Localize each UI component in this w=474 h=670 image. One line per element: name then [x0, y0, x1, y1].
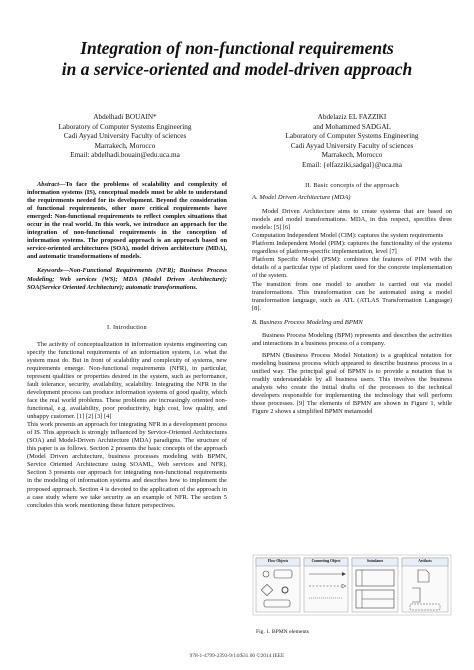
swimlanes-panel	[352, 558, 398, 612]
intro-paragraph-2: This work presents an approach for integrating NFR in a development process of IS. This approach is strongly influenced by Service-Oriented Architectures (SOA) and Model-Driven Architecture (MDA) paradigms. The structure of this paper is as follows. Section 2 presents the basic concepts of the approach (Model Driven architecture, business processes modeling with BPMN, Service Oriented Architecture using SOAML, Web services and NFR). Section 3 presents our approach for integrating non-functional requirements in the modeling of information systems and describes how to implement the proposed approach. Section 4 is devoted to the application of the approach in a case study where we take security as an example of NFR. The section 5 concludes this work mentioning these future perspectives.	[27, 421, 228, 509]
artifacts-panel	[402, 558, 448, 612]
flow-objects-panel	[256, 558, 300, 612]
author-affiliation: Laboratory of Computer Systems Engineering	[285, 132, 419, 141]
keywords	[27, 267, 227, 291]
right-column	[252, 182, 452, 416]
subsection-mda: A. Model Driven Architecture (MDA)	[252, 194, 351, 202]
fig-header-connecting-object: Connecting Object	[311, 559, 341, 563]
abstract-text: —To face the problems of scalability and complexity of information systems (IS), conceptual models must be able to understand the requirements needed for its development. Beyond the consideration of functional requirements, other more critical requirements have emerged: Non-functional requirements to reflect complex situations that occur in the real world. In this work, we introduce an approach for the integration of non-functional requirements in the conception of information systems. The proposed approach is an approach based on service-oriented architectures (SOA), model driven architecture (MDA), and automatic transformations of models.	[27, 181, 227, 261]
author-affiliation: Cadi Ayyad University Faculty of sciences	[63, 132, 187, 141]
title-line-2: in a service-oriented and model-driven approach	[61, 59, 413, 79]
subsection-bpmn: B. Business Process Modeling and BPMN	[252, 318, 363, 326]
abstract-label: Abstract	[37, 181, 60, 188]
section-heading-basic-concepts: II. Basic concepts of the approach	[305, 182, 399, 189]
abstract	[27, 181, 227, 261]
keywords-label: Keywords	[37, 267, 63, 275]
page-footer: 978-1-4799-2393-9/14/$31.00 ©2014 IEEE	[189, 653, 285, 659]
fig-header-artifacts: Artifacts	[418, 559, 432, 563]
keywords-text: —Non-Functional Requirements (NFR); Business Process Modeling; Web services (WS); MDA (Model Driven Architecture); SOA(Service Oriented Architecture); automatic transformations.	[27, 267, 227, 291]
author-left	[40, 113, 210, 161]
mda-transformation: The transition from one model to another is carried out via model transformations. This transformation can be automated using a model transformation language, such as ATL (ATLAS Transformation Language) [8].	[252, 280, 452, 312]
author-city: Marrakech, Morocco	[321, 151, 383, 160]
mda-pim: Platform Independent Model (PIM): captures the functionality of the systems regardless of platform-specific implementation, level [7]	[252, 240, 452, 256]
section-heading-intro: I. Introduction	[107, 323, 147, 331]
bpm-paragraph: Business Process Modeling (BPM) represents and describes the activities and interactions in a business process of a company.	[252, 331, 452, 347]
intro-paragraph-1: The activity of conceptualization in information systems engineering can specify the functional requirements of an information system, i.e. what the system must do. But in front of scalability and complexity of systems, new requirements emerge. Non-functional requirements (NFR), in particular, represent qualities or properties desired in the system, such as performance, fault tolerance, security, availability, scalability. Integrating the NFR in the development process can produce information systems of good quality, which face the real world problems. These problems are increasingly oriented non-functional, e.g. availability, poor productivity, high cost, low quality, and unhappy customer. [1] [2] [3] [4]	[27, 340, 227, 421]
bpmn-paragraph: BPMN (Business Process Model Notation) is a graphical notation for modeling business process which appeared to describe business process in a unified way. The principal goal of BPMN is to provide a notation that is readily understandable by all business users. This involves the business analysts who create the initial drafts of the processes to the technical developers responsible for implementing the technology that will perform those processes. [9] The elements of BPMN are shown in Figure 1, while Figure 2 shows a simplified BPMN metamodel	[252, 351, 452, 416]
mda-cim: Computation Independent Model (CIM): captures the system requirements	[252, 232, 444, 240]
fig-header-flow-objects: Flow Objects	[267, 559, 289, 563]
connecting-objects-panel	[304, 558, 348, 612]
author-name: Abdelhadi BOUAIN*	[93, 113, 157, 121]
author-email: Email: {elfazziki,sadgal}@uca.ma	[302, 160, 402, 169]
author-affiliation: Cadi Ayyad University Faculty of sciences	[290, 141, 414, 150]
author-name-2: and Mohammed SADGAL	[313, 122, 391, 131]
paper-title	[20, 38, 454, 80]
author-affiliation: Laboratory of Computer Systems Engineering	[58, 122, 192, 131]
mda-paragraph: Model Driven Architecture aims to create systems that are based on models and model transformations. MDA, in this respect, specifies three models: [5] [6]	[252, 208, 452, 232]
mda-psm: Platform Specific Model (PSM): combines the features of PIM with the details of a particular type of platform used for the concrete implementation of the system.	[252, 256, 452, 280]
author-email: Email: abdelhadi.bouain@edu.uca.ma	[70, 151, 180, 160]
figure-caption: Fig. 1. BPMN elements	[256, 629, 309, 635]
bpmn-elements-figure	[252, 554, 452, 616]
fig-header-swimlanes: Swimlanes	[366, 559, 384, 563]
author-city: Marrakech, Morocco	[94, 141, 156, 150]
title-line-1: Integration of non-functional requirements	[80, 38, 394, 58]
bpmn-figure-graphic	[252, 554, 452, 616]
left-column	[27, 181, 227, 510]
author-right	[262, 113, 442, 171]
author-name: Abdelaziz EL FAZZIKI	[317, 113, 387, 121]
